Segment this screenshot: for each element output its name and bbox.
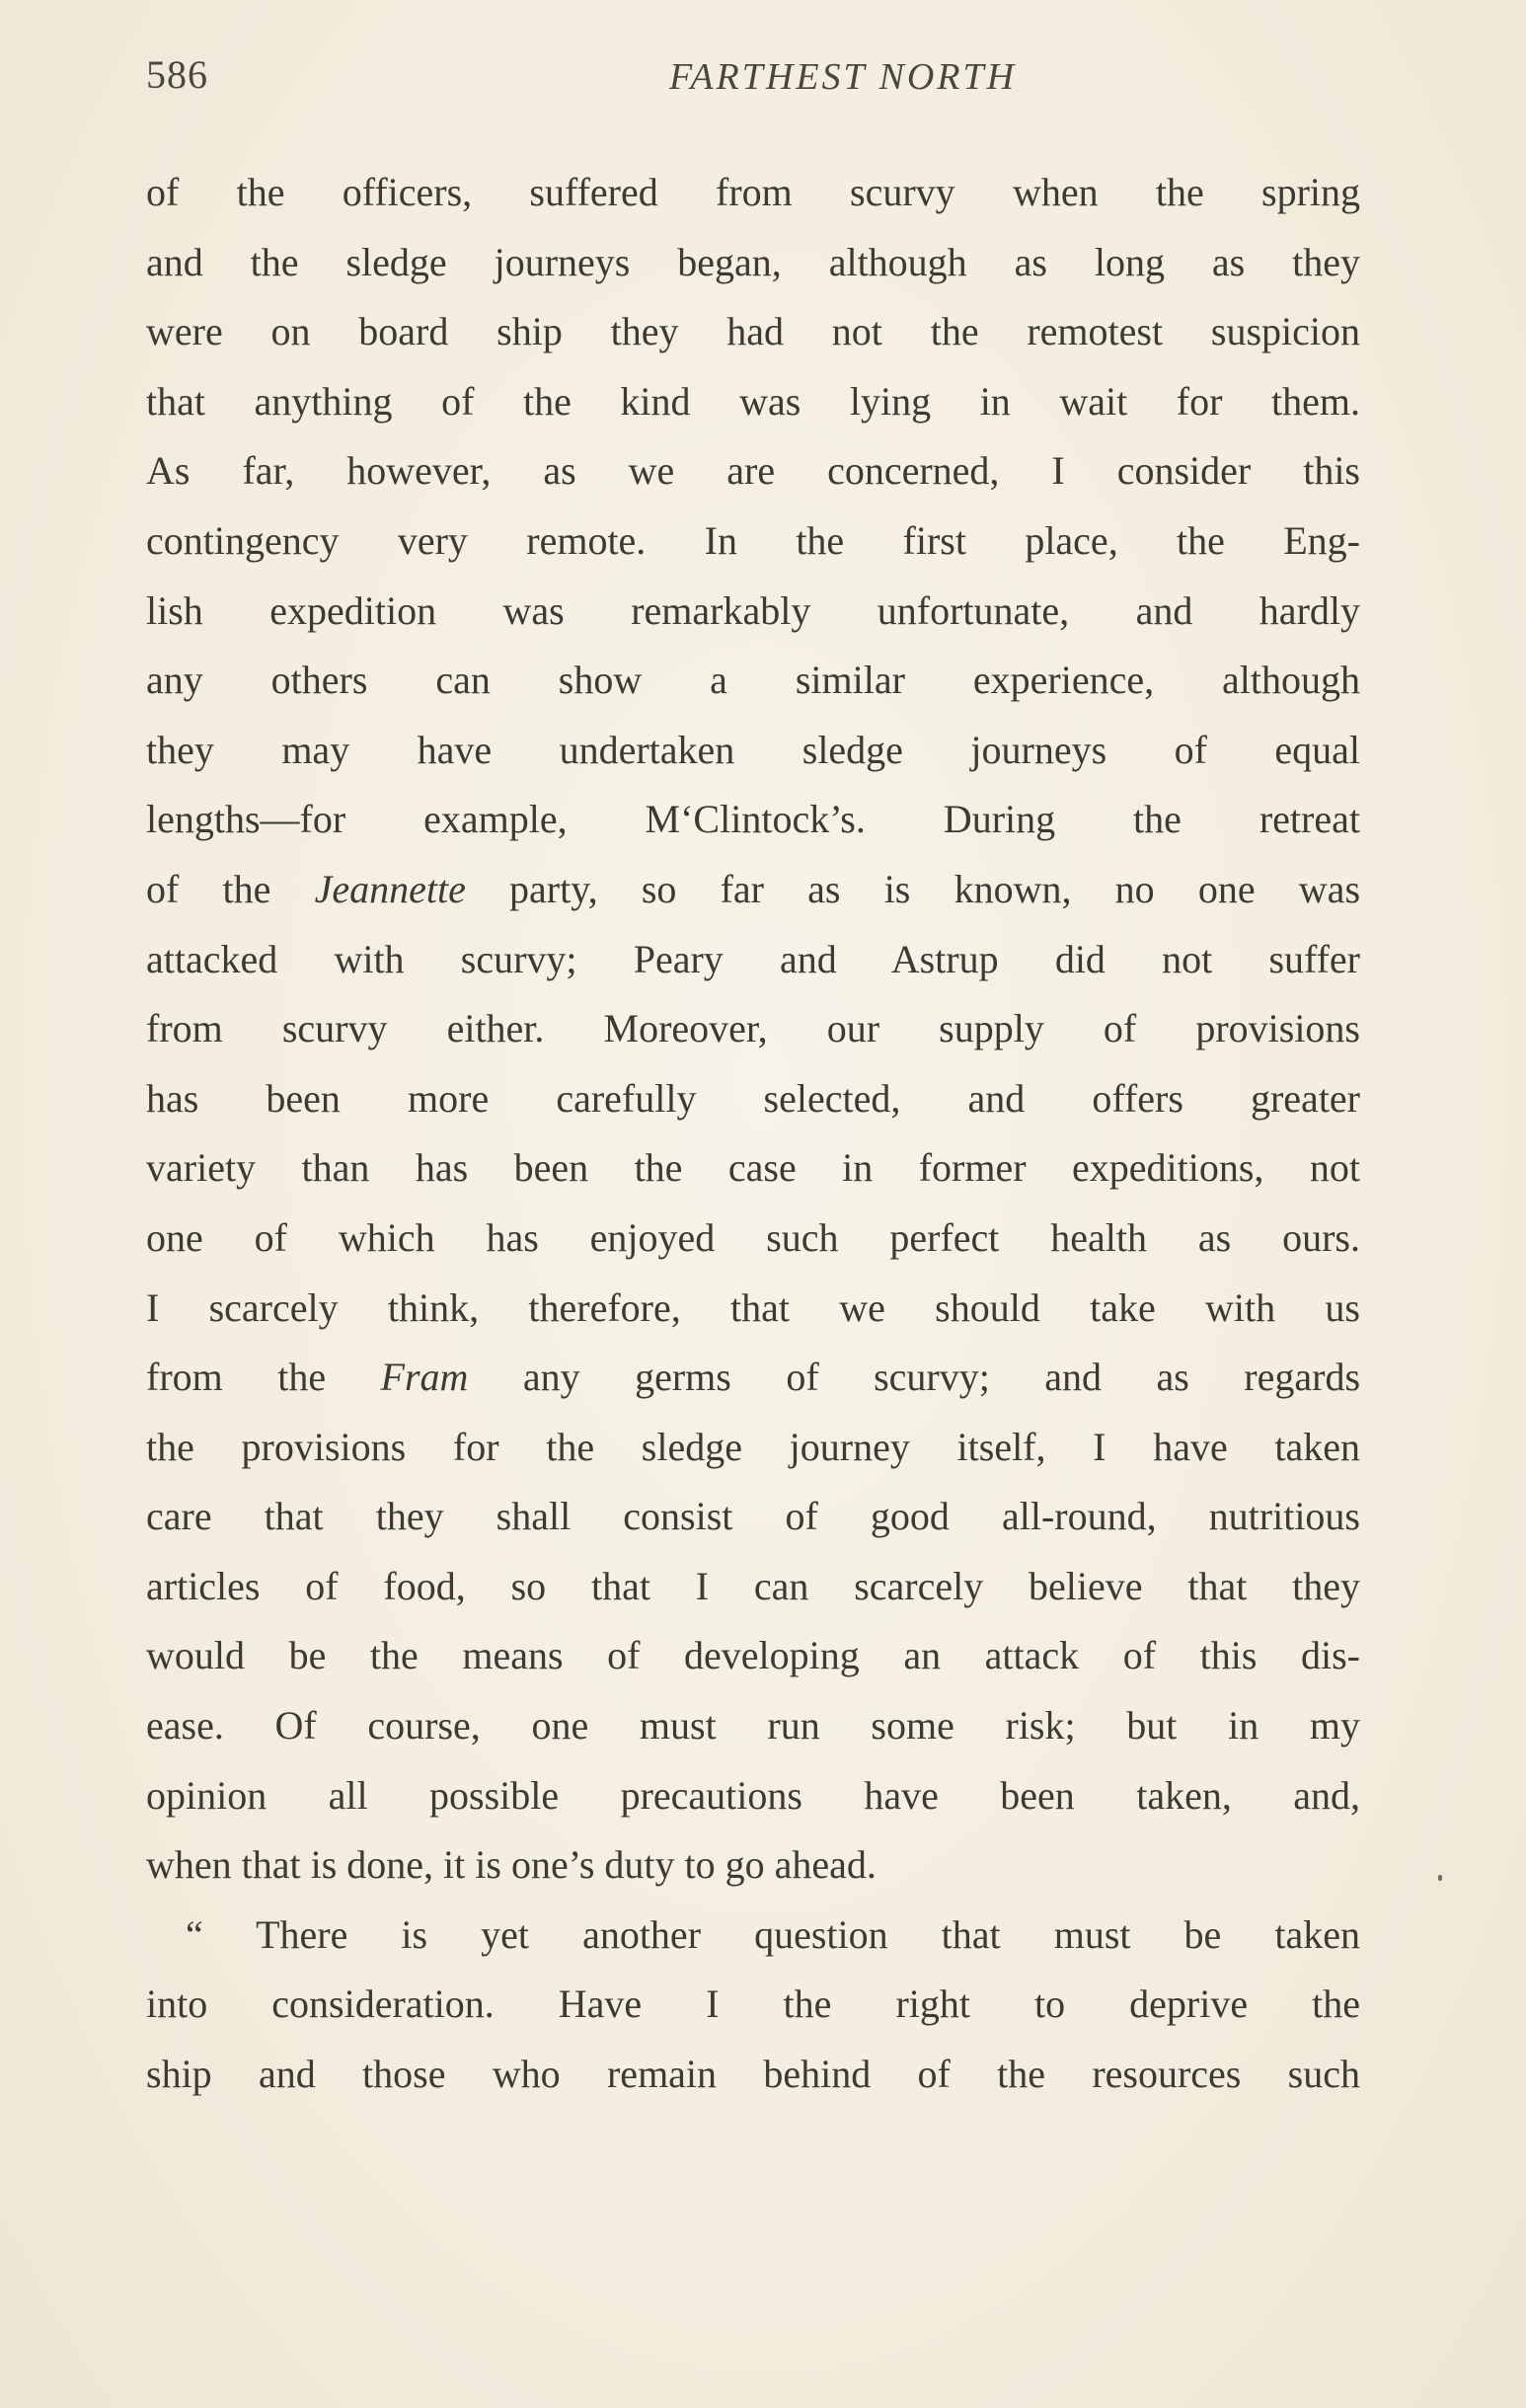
text-segment: As far, however, as we are concerned, I consider this [146,448,1360,494]
text-segment: “ There is yet another question that must be taken [186,1911,1360,1957]
text-line [146,577,1360,647]
text-line [146,1064,1360,1134]
text-segment: one of which has enjoyed such perfect health as ours. [146,1214,1360,1260]
text-segment: would be the means of developing an attack of this dis- [146,1633,1360,1678]
text-segment: were on board ship they had not the remotest suspicion [146,309,1360,354]
text-line [146,367,1360,437]
text-segment: variety than has been the case in former expeditions, not [146,1145,1360,1191]
text-line [146,855,1360,925]
text-segment: I scarcely think, therefore, that we should take with us [146,1284,1360,1330]
text-line [146,1274,1360,1344]
text-segment: articles of food, so that I can scarcely believe that they [146,1563,1360,1608]
italic-ship-name: Fram [380,1355,469,1400]
text-segment: when that is done, it is one’s duty to go ahead. [146,1842,877,1888]
text-line [146,297,1360,367]
text-line [146,1970,1360,2040]
text-line [146,1830,1360,1901]
text-line [146,646,1360,716]
text-segment: that anything of the kind was lying in wait for them. [146,378,1360,424]
text-segment: party, so far as is known, no one was [465,866,1361,911]
text-segment: attacked with scurvy; Peary and Astrup did not suffer [146,936,1360,981]
text-segment: any others can show a similar experience, although [146,658,1360,703]
italic-ship-name: Jeannette [314,866,466,911]
text-line [146,1413,1360,1483]
text-segment: ship and those who remain behind of the resources such [146,2052,1360,2097]
text-line [146,1901,1360,1971]
text-line [146,436,1360,506]
text-line [146,785,1360,855]
text-segment: from scurvy either. Moreover, our supply of provisions [146,1006,1360,1051]
page-number: 586 [146,52,208,97]
text-line [146,2040,1360,2110]
text-segment: lish expedition was remarkably unfortunate, and hardly [146,587,1360,633]
text-segment: of the officers, suffered from scurvy when the spring [146,170,1360,214]
text-segment: the provisions for the sledge journey itself, I have taken [146,1424,1360,1469]
text-line [146,228,1360,298]
text-segment: contingency very remote. In the first place, the Eng- [146,517,1360,563]
text-line [146,1761,1360,1831]
text-line [146,1133,1360,1204]
text-segment: any germs of scurvy; and as regards [468,1355,1361,1400]
text-segment: from the [146,1355,381,1400]
text-line [146,925,1360,995]
text-line [146,1691,1360,1761]
text-line [146,1482,1360,1552]
text-segment: has been more carefully selected, and offers greater [146,1075,1360,1121]
text-segment: of the [146,866,315,911]
page-header [146,47,1360,107]
text-line [146,716,1360,786]
text-line [146,506,1360,577]
running-head: FARTHEST NORTH [669,56,1018,98]
print-speck [1438,1875,1442,1881]
text-segment: they may have undertaken sledge journeys of equal [146,727,1360,772]
text-line [146,1621,1360,1691]
text-line [146,1204,1360,1274]
text-segment: opinion all possible precautions have been taken, and, [146,1772,1360,1818]
text-line [146,994,1360,1064]
text-line [146,1343,1360,1413]
text-segment: lengths—for example, M‘Clintock’s. During the retreat [146,797,1360,842]
text-line [146,1552,1360,1622]
text-segment: into consideration. Have I the right to deprive the [146,1981,1360,2027]
text-line [146,158,1360,228]
text-segment: ease. Of course, one must run some risk; but in my [146,1703,1360,1748]
body-text [146,158,1360,2110]
text-segment: and the sledge journeys began, although as long as they [146,239,1360,284]
text-segment: care that they shall consist of good all-round, nutritious [146,1494,1360,1539]
